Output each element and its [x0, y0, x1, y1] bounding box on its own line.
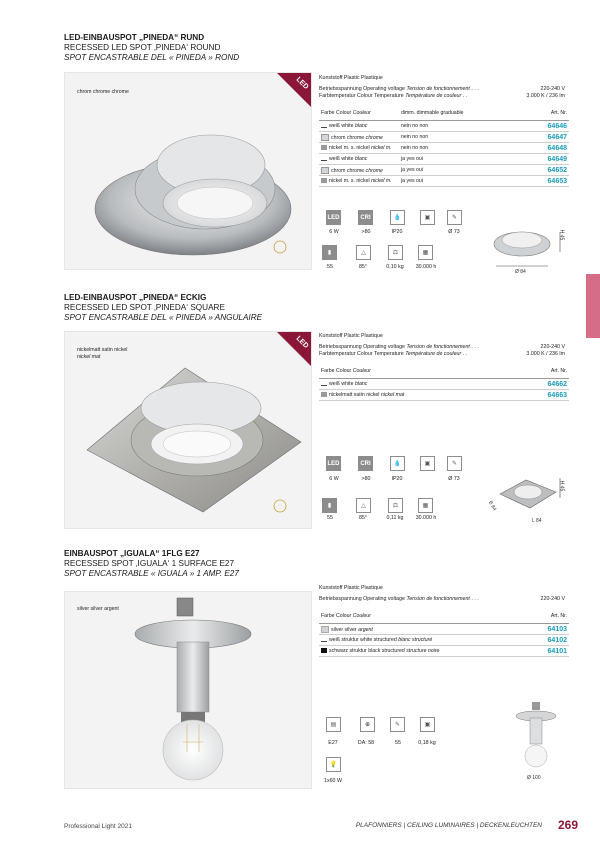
cutout-icon: ✎ — [447, 456, 462, 471]
spec-block-1: Kunststoff Plastic Plastique Betriebsspannung Operating voltage Tension de fonctionnement . . . 220-240 V Farbtemperatur Colour Temperature Température de couleur . . 3.000 K / 236 lm — [319, 75, 565, 99]
led-badge-text: LED — [294, 335, 310, 350]
icon-value: 6 W — [329, 476, 339, 482]
cri-icon: CRI — [358, 456, 373, 471]
art-nr: 64662 — [516, 379, 569, 390]
art-nr: 64103 — [529, 624, 569, 635]
art-nr: 64653 — [524, 176, 569, 187]
swatch-chrome — [321, 167, 329, 174]
icon-value: >80 — [361, 476, 371, 482]
title-fr: SPOT ENCASTRABLE DEL « PINEDA » ROND — [64, 53, 240, 62]
cri-icon: CRI — [358, 210, 373, 225]
dim-diameter: Ø 100 — [527, 775, 541, 781]
article-table-1 — [319, 109, 569, 187]
title-fr: SPOT ENCASTRABLE « IGUALA » 1 AMP. E27 — [64, 569, 239, 578]
photo-label: silver silver argent — [77, 606, 119, 612]
lumen-icon: ▮ — [322, 498, 337, 513]
dim-width: B 84 — [486, 500, 498, 512]
swatch-black — [321, 648, 327, 653]
icon-value: >80 — [361, 229, 371, 235]
voltage-value: 220-240 V — [540, 86, 565, 92]
title-de: EINBAUSPOT „IGUALA“ 1FLG E27 — [64, 549, 200, 558]
voltage-value: 220-240 V — [540, 344, 565, 350]
tilt-icon: ✎ — [390, 717, 405, 732]
section-tab — [586, 274, 600, 338]
swatch-chrome — [321, 134, 329, 141]
category-footer: PLAFONNIERS | CEILING LUMINAIRES | DECKENLEUCHTEN — [355, 822, 542, 829]
swatch-white — [321, 123, 327, 128]
led-icon: LED — [326, 210, 341, 225]
photo-label: chrom chrome chrome — [77, 89, 129, 95]
col-dimm: dimm. dimmable graduable — [399, 109, 524, 121]
icon-value: 0,11 kg — [386, 515, 404, 521]
icon-value: 1x60 W — [324, 778, 342, 784]
page-number: 269 — [557, 818, 578, 832]
title-en: RECESSED LED SPOT ‚PINEDA‘ SQUARE — [64, 303, 225, 312]
art-nr: 64647 — [524, 132, 569, 143]
article-table-3 — [319, 612, 569, 657]
icon-value: 0,18 kg — [418, 740, 436, 746]
icon-value: Ø 73 — [448, 229, 460, 235]
weight-icon: ⚖ — [388, 245, 403, 260]
beam-angle-icon: △ — [356, 498, 371, 513]
table-row: nickel m. s. nickel nickel m. nein no non 64648 — [319, 143, 569, 154]
icon-value: 85° — [358, 515, 367, 521]
table-row: silver silver argent 64103 — [319, 624, 569, 635]
dim-height: H 45 — [558, 480, 565, 492]
col-art: Art. Nr. — [524, 109, 569, 121]
art-nr: 64101 — [529, 646, 569, 657]
col-colour: Farbe Colour Couleur — [319, 367, 516, 379]
round-spot-illustration — [65, 73, 311, 269]
iguala-spot-drawing — [508, 700, 564, 772]
product-title-block-1 — [64, 33, 239, 63]
material: Kunststoff Plastic Plastique — [319, 75, 383, 81]
weight-icon: ▣ — [420, 717, 435, 732]
temp-label-fr: Température de couleur — [405, 351, 462, 357]
title-en: RECESSED LED SPOT ‚PINEDA‘ ROUND — [64, 43, 221, 52]
product-photo-2 — [64, 331, 312, 529]
dim-height: H 45 — [558, 229, 565, 241]
dim-length: L 84 — [532, 518, 542, 524]
product-title-block-3 — [64, 549, 239, 579]
icon-value: Ø 73 — [448, 476, 460, 482]
lumen-icon: ▮ — [322, 245, 337, 260]
swatch-silver — [321, 626, 329, 633]
socket-icon: ▤ — [326, 717, 341, 732]
table-row: weiß white blanc 64662 — [319, 379, 569, 390]
col-art: Art. Nr. — [516, 367, 569, 379]
title-fr: SPOT ENCASTRABLE DEL « PINEDA » ANGULAIRE — [64, 313, 263, 322]
material: Kunststoff Plastic Plastique — [319, 585, 383, 591]
temp-label: Farbtemperatur Colour Temperature — [319, 93, 404, 99]
product-photo-1 — [64, 72, 312, 270]
class-ii-icon: ▣ — [420, 210, 435, 225]
icon-value: 55 — [327, 515, 333, 521]
temp-label: Farbtemperatur Colour Temperature — [319, 351, 404, 357]
col-colour: Farbe Colour Couleur — [319, 109, 399, 121]
cutout-icon: ✎ — [447, 210, 462, 225]
icon-value: 30.000 h — [415, 264, 437, 270]
lifetime-icon: ▦ — [418, 498, 433, 513]
icon-value: 0,10 kg — [386, 264, 404, 270]
swatch-nickel — [321, 145, 327, 150]
table-row: chrom chrome chrome ja yes oui 64652 — [319, 165, 569, 176]
icon-value: 55 — [395, 740, 401, 746]
class-ii-icon: ▣ — [420, 456, 435, 471]
table-row: weiß struktur white structured blanc structuré 64102 — [319, 635, 569, 646]
table-row: nickelmatt satin nickel nickel mat 64663 — [319, 390, 569, 401]
table-row: weiß white blanc nein no non 64646 — [319, 121, 569, 132]
art-nr: 64663 — [516, 390, 569, 401]
voltage-label-fr: Tension de fonctionnement — [406, 86, 470, 92]
weight-icon: ⚖ — [388, 498, 403, 513]
table-row: nickel m. s. nickel nickel m. ja yes oui 64653 — [319, 176, 569, 187]
iguala-spot-illustration — [65, 592, 311, 788]
catalog-name: Professional Light 2021 — [64, 823, 132, 830]
icon-value: 55 — [327, 264, 333, 270]
art-nr: 64102 — [529, 635, 569, 646]
icon-value: IP20 — [391, 476, 403, 482]
dim-diameter: Ø 84 — [515, 269, 526, 275]
voltage-label: Betriebsspannung Operating voltage — [319, 596, 405, 602]
voltage-value: 220-240 V — [540, 596, 565, 602]
art-nr: 64649 — [524, 154, 569, 165]
cutout-diameter-icon: ⊕ — [360, 717, 375, 732]
square-spot-drawing — [494, 470, 564, 522]
voltage-label-fr: Tension de fonctionnement — [406, 596, 470, 602]
icon-value: 85° — [358, 264, 367, 270]
ip-drop-icon: 💧 — [390, 210, 405, 225]
spec-block-2: Kunststoff Plastic Plastique Betriebsspannung Operating voltage Tension de fonctionnement . . . 220-240 V Farbtemperatur Colour Temperature Température de couleur . . 3.000 K / 236 lm — [319, 333, 565, 357]
icon-value: 6 W — [329, 229, 339, 235]
icon-value: IP20 — [391, 229, 403, 235]
table-row: chrom chrome chrome nein no non 64647 — [319, 132, 569, 143]
voltage-label: Betriebsspannung Operating voltage — [319, 86, 405, 92]
swatch-white — [321, 381, 327, 386]
lifetime-icon: ▦ — [418, 245, 433, 260]
voltage-label-fr: Tension de fonctionnement — [406, 344, 470, 350]
temp-value: 3.000 K / 236 lm — [526, 93, 565, 99]
table-row: schwarz struktur black structured structure noire 64101 — [319, 646, 569, 657]
art-nr: 64648 — [524, 143, 569, 154]
title-de: LED-EINBAUSPOT „PINEDA“ ECKIG — [64, 293, 207, 302]
icon-value: DA: 58 — [357, 740, 375, 746]
spec-block-3: Kunststoff Plastic Plastique Betriebsspannung Operating voltage Tension de fonctionnement . . . 220-240 V — [319, 585, 565, 602]
art-nr: 64652 — [524, 165, 569, 176]
icon-value: E27 — [328, 740, 338, 746]
product-title-block-2 — [64, 293, 262, 323]
beam-angle-icon: △ — [356, 245, 371, 260]
square-spot-illustration — [65, 332, 311, 528]
photo-label: nickelmatt satin nickel nickel mat — [77, 347, 128, 360]
led-icon: LED — [326, 456, 341, 471]
article-table-2 — [319, 367, 569, 401]
icon-value: 30.000 h — [415, 515, 437, 521]
round-spot-drawing — [486, 218, 566, 276]
col-art: Art. Nr. — [529, 612, 569, 624]
product-photo-3 — [64, 591, 312, 789]
material: Kunststoff Plastic Plastique — [319, 333, 383, 339]
table-row: weiß white blanc ja yes oui 64649 — [319, 154, 569, 165]
title-en: RECESSED SPOT ‚IGUALA‘ 1 SURFACE E27 — [64, 559, 235, 568]
temp-label-fr: Température de couleur — [405, 93, 462, 99]
art-nr: 64646 — [524, 121, 569, 132]
swatch-white — [321, 637, 327, 642]
temp-value: 3.000 K / 236 lm — [526, 351, 565, 357]
bulb-icon: 💡 — [326, 757, 341, 772]
title-de: LED-EINBAUSPOT „PINEDA“ RUND — [64, 33, 205, 42]
led-badge-text: LED — [294, 76, 310, 91]
ip-drop-icon: 💧 — [390, 456, 405, 471]
voltage-label: Betriebsspannung Operating voltage — [319, 344, 405, 350]
swatch-nickel — [321, 392, 327, 397]
swatch-white — [321, 156, 327, 161]
swatch-nickel — [321, 178, 327, 183]
col-colour: Farbe Colour Couleur — [319, 612, 529, 624]
